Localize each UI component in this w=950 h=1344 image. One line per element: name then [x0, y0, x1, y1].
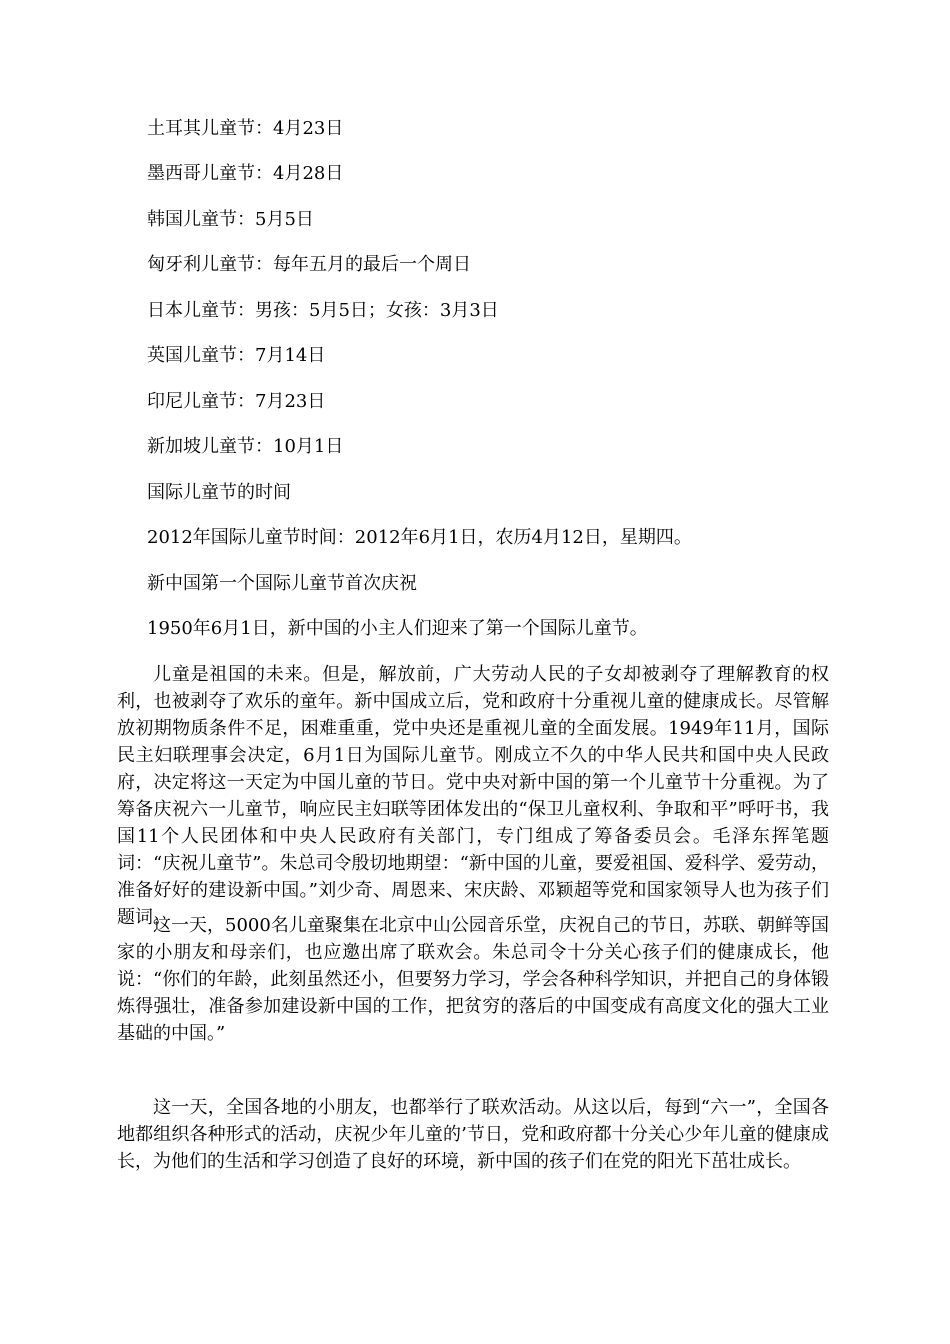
section-heading-time: 国际儿童节的时间 [147, 482, 291, 503]
text-line-2012-date: 2012年国际儿童节时间：2012年6月1日，农历4月12日，星期四。 [147, 527, 692, 548]
body-paragraph-1: 儿童是祖国的未来。但是，解放前，广大劳动人民的子女却被剥夺了理解教育的权利，也被剥夺了欢乐的童年。新中国成立后，党和政府十分重视儿童的健康成长。尽管解放初期物质条件不足，困难重重，党中央还是重视儿童的全面发展。1949年11月，国际民主妇联理事会决定，6月1日为国际儿童节。刚成立不久的中华人民共和国中央人民政府，决定将这一天定为中国儿童的节日。党中央对新中国的第一个儿童节十分重视。为了筹备庆祝六一儿童节，响应民主妇联等团体发出的“保卫儿童权利、争取和平”呼吁书，我国11个人民团体和中央人民政府有关部门，专门组成了筹备委员会。毛泽东挥笔题词：“庆祝儿童节”。朱总司令殷切地期望：“新中国的儿童，要爱祖国、爱科学、爱劳动，准备好好的建设新中国。”刘少奇、周恩来、宋庆龄、邓颖超等党和国家领导人也为孩子们题词。 [117, 664, 829, 928]
text-line-singapore: 新加坡儿童节：10月1日 [147, 436, 344, 457]
text-line-indonesia: 印尼儿童节：7月23日 [147, 391, 326, 412]
text-line-mexico: 墨西哥儿童节：4月28日 [147, 163, 344, 184]
text-line-turkey: 土耳其儿童节：4月23日 [147, 118, 344, 139]
body-paragraph-2: 这一天，5000名儿童聚集在北京中山公园音乐堂，庆祝自己的节日，苏联、朝鲜等国家的小朋友和母亲们，也应邀出席了联欢会。朱总司令十分关心孩子们的健康成长，他说：“你们的年龄，此刻虽然还小，但要努力学习，学会各种科学知识，并把自己的身体锻炼得强壮，准备参加建设新中国的工作，把贫穷的落后的中国变成有高度文化的强大工业基础的中国。” [117, 915, 829, 1044]
body-paragraph-3: 这一天，全国各地的小朋友，也都举行了联欢活动。从这以后，每到“六一”，全国各地都组织各种形式的活动，庆祝少年儿童的’节日，党和政府都十分关心少年儿童的健康成长，为他们的生活和学习创造了良好的环境，新中国的孩子们在党的阳光下茁壮成长。 [117, 1097, 829, 1172]
section-heading-first-celebration: 新中国第一个国际儿童节首次庆祝 [147, 573, 417, 594]
text-line-1950: 1950年6月1日，新中国的小主人们迎来了第一个国际儿童节。 [147, 618, 648, 639]
text-line-japan: 日本儿童节：男孩：5月5日；女孩：3月3日 [147, 300, 499, 321]
text-line-uk: 英国儿童节：7月14日 [147, 345, 326, 366]
text-line-hungary: 匈牙利儿童节：每年五月的最后一个周日 [147, 254, 471, 275]
text-line-korea: 韩国儿童节：5月5日 [147, 209, 314, 230]
